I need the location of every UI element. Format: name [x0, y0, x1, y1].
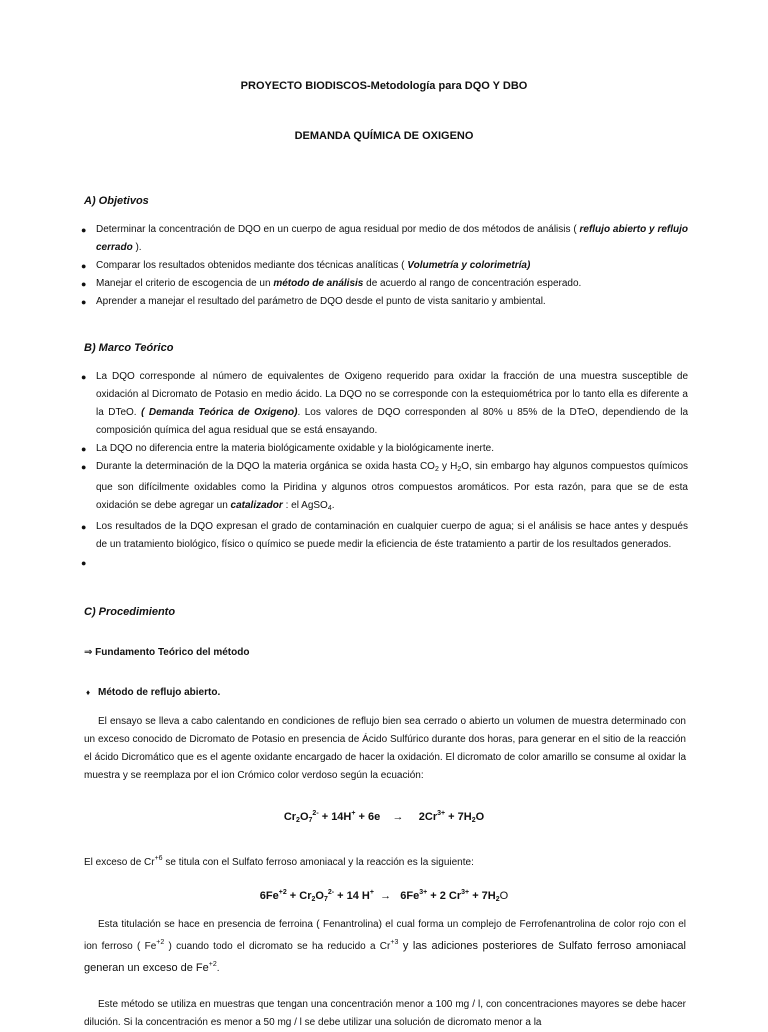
list-item: ● Los resultados de la DQO expresan el grado de contaminación en cualquier cuerpo de agua; si el análisis se hace antes y después de un tratamiento biológico, físico o químico se puede medir la eficiencia de éste tratamiento a partir de los resultados generados. [80, 518, 688, 554]
section-a-heading: A) Objetivos [84, 195, 149, 207]
arrow-icon: → [380, 890, 392, 902]
list-item: ● La DQO no diferencia entre la materia biológicamente oxidable y la biológicamente inerte. [80, 440, 688, 458]
bullet-icon: ● [81, 297, 87, 307]
list-item: ● Durante la determinación de la DQO la materia orgánica se oxida hasta $CO_2$ y $H_2O$, sin embargo hay algunos compuestos químicos que son difícilmente oxidables como la Piridina y algunos otros compuestos aromáticos. Por esta razón, para que se de esta oxidación se debe agregar un catalizador : el AgSO$_4$. [80, 458, 688, 518]
paragraph-reflujo: El ensayo se lleva a cabo calentando en condiciones de reflujo bien sea cerrado o abierto un volumen de muestra determinado con un exceso conocido de Dicromato de Potasio en presencia de Ácido Sulfúrico durante dos horas, para generar en el sitio de la reacción el ácido Dicromático que es el agente oxidante encargado de hacer la oxidación. El dicromato de color amarillo se consume al oxidar la muestra y se reemplaza por el ion Crómico color verdoso según la ecuación: [84, 716, 686, 781]
diamond-bullet-icon: ♦ [86, 688, 91, 697]
equation-ferrous: $6Fe^{+2} + Cr_2O_7^{2-} + 14$ H+ → $6Fe^{3+} + 2$ $Cr^{3+} + 7H_2O$ [259, 889, 509, 903]
list-item [80, 554, 688, 572]
arrow-icon: → [392, 811, 404, 823]
exceso-line: El exceso de $Cr^{+6}$ se titula con el Sulfato ferroso amoniacal y la reacción es la siguiente: [84, 855, 474, 868]
list-item: ● La DQO corresponde al número de equivalentes de Oxigeno requerido para oxidar la fracción de una muestra susceptible de oxidación al Dicromato de Potasio en medio ácido. La DQO no se corresponde con la estequiométrica por lo tanto ella es diferente a la DTeO. ( Demanda Teórica de Oxigeno). Los valores de DQO corresponden al 80% u 85% de la DTeO, dependiendo de la composición química del agua residual que se está ensayando. [80, 368, 688, 440]
fundamento-heading: ⇒ Fundamento Teórico del método [84, 647, 250, 658]
theory-list [80, 368, 688, 572]
equation-dichromate: $Cr_2O_7^{2-} + 14H^+ + 6e$ → $2Cr^{3+} + 7H_2O$ [283, 810, 485, 824]
section-b-heading: B) Marco Teórico [84, 342, 174, 354]
document-subtitle: DEMANDA QUÍMICA DE OXIGENO [294, 130, 474, 142]
bullet-icon: ● [81, 261, 87, 271]
metodo-heading: ♦ Método de reflujo abierto. [86, 687, 221, 698]
bullet-icon: ● [81, 225, 87, 235]
list-item: ● Determinar la concentración de DQO en un cuerpo de agua residual por medio de dos métodos de análisis ( reflujo abierto y reflujo cerrado ). [80, 221, 688, 257]
list-item: ● Comparar los resultados obtenidos mediante dos técnicas analíticas ( Volumetría y colorimetría) [80, 257, 688, 275]
bullet-icon: ● [81, 444, 87, 454]
document-title: PROYECTO BIODISCOS-Metodología para DQO Y DBO [240, 80, 528, 92]
list-item: ● Manejar el criterio de escogencia de un método de análisis de acuerdo al rango de concentración esperado. [80, 275, 688, 293]
bullet-icon: ● [81, 279, 87, 289]
bullet-icon: ● [81, 558, 87, 568]
bullet-icon: ● [81, 462, 87, 472]
bullet-icon: ● [81, 372, 87, 382]
list-item: ● Aprender a manejar el resultado del parámetro de DQO desde el punto de vista sanitario y ambiental. [80, 293, 688, 311]
paragraph-titulacion: Esta titulación se hace en presencia de ferroina ( Fenantrolina) el cual forma un complejo de Ferrofenantrolina de color rojo con el ion ferroso ( $Fe^{+2}$ ) cuando todo el dicromato se ha reducido a $Cr^{+3}$ y las adiciones posteriores de Sulfato ferroso amoniacal generan un exceso de $Fe^{+2}$. [84, 919, 686, 974]
paragraph-uso: Este método se utiliza en muestras que tengan una concentración menor a 100 mg / l, con concentraciones mayores se debe hacer dilución. Si la concentración es menor a 50 mg / l se debe utilizar una solución de dicromato menor a la [84, 999, 686, 1028]
arrow-right-icon: ⇒ [84, 647, 93, 658]
objectives-list [80, 221, 688, 311]
bullet-icon: ● [81, 522, 87, 532]
section-c-heading: C) Procedimiento [84, 606, 176, 618]
